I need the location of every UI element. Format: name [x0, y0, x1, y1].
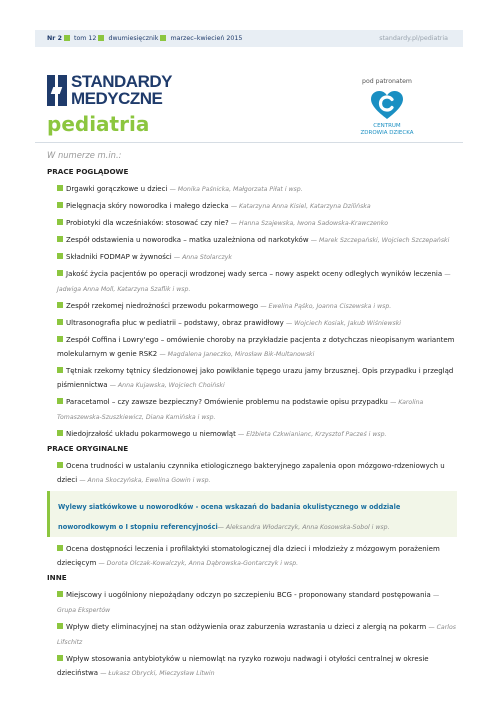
bullet-square-icon: [57, 623, 63, 629]
article-title: Paracetamol – czy zawsze bezpieczny? Omówienie problemu na podstawie opisu przypadku: [66, 398, 388, 406]
journal-name: pediatria: [47, 112, 150, 136]
list-item[interactable]: [47, 250, 457, 265]
section-title: PRACE POGLĄDOWE: [47, 167, 129, 176]
bullet-square-icon: [160, 35, 166, 41]
article-authors: — Anna Kujawska, Wojciech Choiński: [109, 382, 225, 389]
issue-info: [47, 30, 242, 47]
article-authors: — Carlos Lifschitz: [57, 624, 456, 646]
logo-text-line2: MEDYCZNE: [71, 89, 163, 108]
article-title: Jakość życia pacjentów po operacji wrodzonej wady serca – nowy aspekt oceny odległych wyników leczenia: [66, 270, 443, 278]
bullet-square-icon: [57, 236, 63, 242]
bullet-square-icon: [57, 545, 63, 551]
bullet-square-icon: [57, 270, 63, 276]
article-authors: — Jadwiga Anna Moll, Katarzyna Szaflik i wsp.: [57, 271, 451, 293]
article-authors: — Karolina Tomaszewska-Szuszkiewicz, Diana Kamińska i wsp.: [57, 399, 424, 421]
journal-url[interactable]: standardy.pl/pediatria: [379, 35, 448, 42]
article-title: Drgawki gorączkowe u dzieci: [66, 185, 168, 193]
list-item[interactable]: [47, 267, 457, 297]
issue-frequency: dwumiesięcznik: [108, 35, 159, 42]
article-authors: — Anna Skoczyńska, Ewelina Gowin i wsp.: [79, 477, 211, 484]
patron-org-line2: ZDROWIA DZIECKA: [360, 130, 414, 136]
list-item[interactable]: [47, 542, 457, 571]
bullet-square-icon: [98, 35, 104, 41]
article-title: Niedojrzałość układu pokarmowego u niemowląt: [66, 430, 236, 438]
patronage-block: [350, 77, 424, 137]
bullet-square-icon: [57, 655, 63, 661]
article-title: Ocena dostępności leczenia i profilaktyki stomatologicznej dla dzieci i młodzieży z mózgowym porażeniem dziecięcym: [57, 545, 440, 567]
article-title: Wpływ diety eliminacyjnej na stan odżywienia oraz zaburzenia wzrastania u dzieci z alergią na pokarm: [66, 623, 427, 631]
list-item[interactable]: [47, 233, 457, 248]
issue-number: Nr 2: [47, 35, 62, 42]
bullet-square-icon: [57, 367, 63, 373]
list-item[interactable]: [47, 427, 457, 442]
article-authors: — Ewelina Pąśko, Joanna Ciszewska i wsp.: [260, 303, 392, 310]
bullet-square-icon: [57, 398, 63, 404]
article-authors: — Elżbieta Czkwianianc, Krzysztof Pacześ i wsp.: [238, 431, 387, 438]
article-authors: — Dorota Olczak-Kowalczyk, Anna Dąbrowska-Gontarczyk i wsp.: [98, 560, 299, 567]
article-authors: — Marek Szczepański, Wojciech Szczepański: [310, 237, 450, 244]
article-title: Zespół Coffina i Lowry'ego – omówienie choroby na przykładzie pacjenta z dotychczas nieopisanym wariantem molekularnym w genie RSK2: [57, 336, 455, 358]
bullet-square-icon: [57, 202, 63, 208]
article-title: Składniki FODMAP w żywności: [66, 253, 172, 261]
article-authors: — Łukasz Obrycki, Mieczysław Litwin: [100, 670, 215, 677]
bullet-square-icon: [57, 219, 63, 225]
bullet-square-icon: [57, 591, 63, 597]
patron-org-line1: CENTRUM: [373, 123, 401, 129]
bullet-square-icon: [57, 430, 63, 436]
list-item[interactable]: [47, 620, 457, 650]
logo-text-line1: STANDARDY: [71, 72, 172, 91]
list-item[interactable]: [47, 199, 457, 214]
contents-list: [47, 167, 457, 683]
article-authors: — Grupa Ekspertów: [57, 592, 440, 614]
bullet-square-icon: [57, 302, 63, 308]
list-item[interactable]: [47, 182, 457, 197]
list-item[interactable]: [47, 459, 457, 488]
section-title: PRACE ORYGINALNE: [47, 444, 129, 453]
issue-volume: tom 12: [73, 35, 97, 42]
article-authors: — Anna Stolarczyk: [173, 254, 232, 261]
bullet-square-icon: [57, 319, 63, 325]
article-authors: — Wojciech Kosiak, Jakub Wiśniewski: [286, 320, 401, 327]
list-item[interactable]: [47, 216, 457, 231]
list-item[interactable]: [47, 652, 457, 681]
article-title: Zespół odstawienia u noworodka – matka uzależniona od narkotyków: [66, 236, 309, 244]
article-title: Zespół rzekomej niedrożności przewodu pokarmowego: [66, 302, 259, 310]
list-item[interactable]: [47, 364, 457, 393]
header-divider: [35, 142, 463, 143]
featured-article-title[interactable]: Wylewy siatkówkowe u noworodków - ocena wskazań do badania okulistycznego w oddziale noworodkowym o I stopniu referencyjności: [58, 503, 401, 531]
logo-mark-icon: [47, 75, 67, 106]
intro-heading: W numerze m.in.:: [47, 150, 122, 160]
list-item[interactable]: [47, 588, 457, 618]
featured-article-authors: — Aleksandra Włodarczyk, Anna Kosowska-Sobol i wsp.: [217, 524, 390, 531]
patronage-label: pod patronatem: [362, 78, 412, 85]
article-authors: — Katarzyna Anna Kisiel, Katarzyna Dzilińska: [230, 203, 371, 210]
issue-date: marzec–kwiecień 2015: [170, 35, 243, 42]
list-item[interactable]: [47, 316, 457, 331]
list-item[interactable]: [47, 299, 457, 314]
list-item[interactable]: [47, 333, 457, 362]
list-item[interactable]: [47, 395, 457, 425]
article-title: Ultrasonografia płuc w pediatrii – podstawy, obraz prawidłowy: [66, 319, 284, 327]
issue-bar: [35, 30, 463, 47]
article-title: Probiotyki dla wcześniaków: stosować czy nie?: [66, 219, 229, 227]
bullet-square-icon: [57, 336, 63, 342]
article-title: Miejscowy i uogólniony niepożądany odczyn po szczepieniu BCG - proponowany standard postępowania: [66, 591, 431, 599]
section-title: INNE: [47, 573, 67, 582]
bullet-square-icon: [64, 35, 70, 41]
article-authors: — Monika Paśnicka, Małgorzata Piłat i wsp.: [169, 186, 303, 193]
bullet-square-icon: [57, 462, 63, 468]
article-authors: — Hanna Szajewska, Iwona Sadowska-Krawczenko: [230, 220, 389, 227]
article-title: Wpływ stosowania antybiotyków u niemowląt na ryzyko rozwoju nadwagi i otyłości centralnej w okresie dzieciństwa: [57, 655, 429, 677]
article-title: Ocena trudności w ustalaniu czynnika etiologicznego bakteryjnego zapalenia opon mózgowo-rdzeniowych u dzieci: [57, 462, 445, 484]
article-authors: — Magdalena Janeczko, Mirosław Bik-Multanowski: [159, 351, 315, 358]
heart-logo-icon: [370, 91, 404, 121]
featured-article[interactable]: [47, 491, 457, 537]
bullet-square-icon: [57, 253, 63, 259]
article-title: Pielęgnacja skóry noworodka i małego dziecka: [66, 202, 229, 210]
bullet-square-icon: [57, 185, 63, 191]
article-title: Tętniak rzekomy tętnicy śledzionowej jako powikłanie tępego urazu jamy brzusznej. Opis przypadku i przegląd piśmiennictwa: [57, 367, 454, 389]
